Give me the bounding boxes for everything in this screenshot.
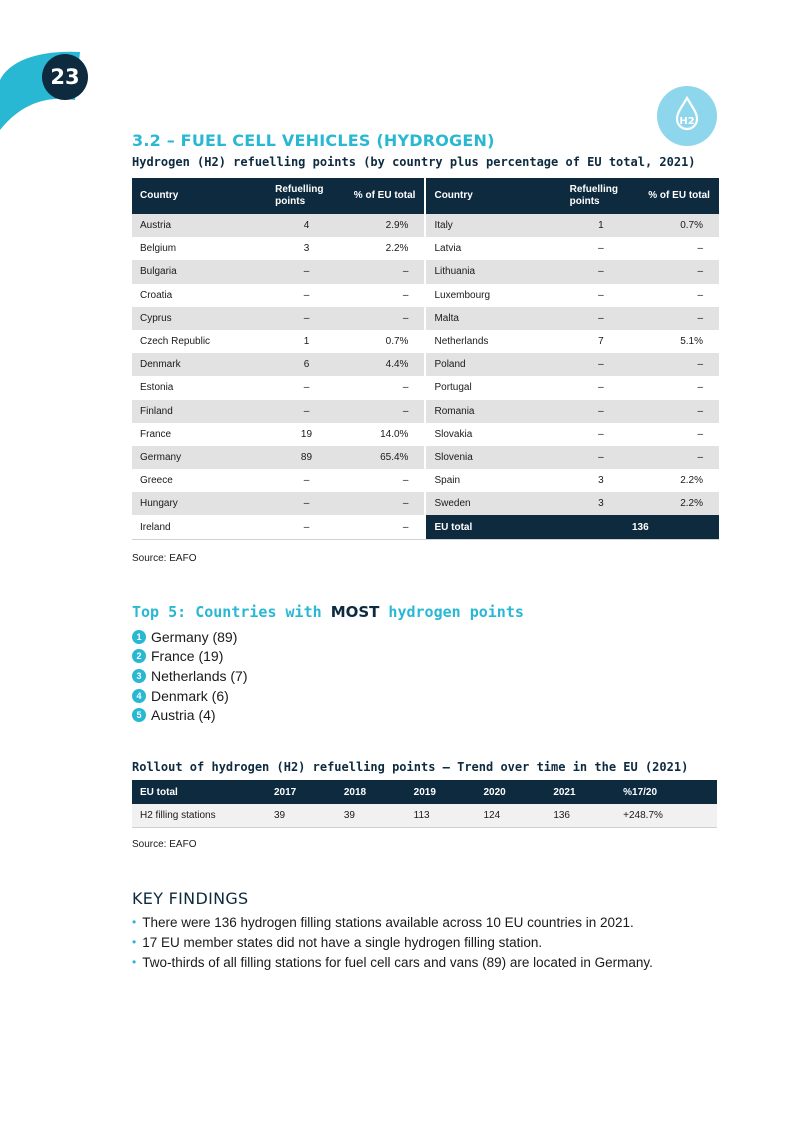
percent-cell: – [402, 382, 409, 394]
col-header-points-2: Refuelling points [562, 178, 641, 214]
percent-cell: 4.4% [346, 353, 425, 376]
rank-badge: 5 [132, 708, 146, 722]
table-row [132, 469, 719, 492]
list-item: • Two-thirds of all filling stations for fuel cell cars and vans (89) are located in Germany. [132, 954, 653, 970]
percent-cell: – [697, 243, 703, 255]
top5-title [132, 603, 524, 621]
trend-header-row [132, 780, 717, 804]
percent-cell: 2.2% [680, 475, 703, 487]
col-header-country-2: Country [426, 178, 561, 214]
country-cell: France [140, 428, 172, 440]
points-cell: 1 [562, 214, 641, 237]
table-row [132, 515, 719, 539]
percent-cell: – [346, 260, 425, 283]
points-cell: – [267, 260, 346, 283]
points-cell: 19 [300, 428, 313, 440]
trend-header: %17/20 [615, 780, 717, 804]
hydrogen-drop-icon [657, 86, 717, 146]
country-cell: Austria [132, 214, 267, 237]
country-cell: Estonia [140, 382, 174, 394]
points-cell: – [598, 243, 604, 255]
percent-cell: – [346, 492, 425, 515]
table-row [132, 260, 719, 283]
trend-cell: 39 [336, 804, 406, 828]
country-cell: Malta [426, 307, 561, 330]
col-header-country: Country [132, 178, 267, 214]
country-cell: Portugal [434, 382, 472, 394]
percent-cell: – [697, 382, 703, 394]
table-row [132, 492, 719, 515]
percent-cell: – [402, 289, 409, 301]
percent-cell: – [346, 400, 425, 423]
section-title: 3.2 – FUEL CELL VEHICLES (HYDROGEN) [132, 131, 495, 150]
trend-cell: H2 filling stations [132, 804, 266, 828]
eu-total-value: 136 [562, 515, 719, 539]
country-cell: Bulgaria [132, 260, 267, 283]
country-cell: Greece [140, 475, 173, 487]
percent-cell: – [640, 400, 719, 423]
points-cell: – [303, 475, 310, 487]
table-row [132, 214, 719, 237]
list-item: 3 Netherlands (7) [132, 666, 248, 686]
refuelling-points-table [132, 178, 719, 540]
percent-cell: 0.7% [640, 214, 719, 237]
rank-badge: 4 [132, 689, 146, 703]
points-cell: – [598, 289, 604, 301]
percent-cell: 65.4% [346, 446, 425, 469]
points-cell: – [598, 382, 604, 394]
points-cell: 89 [267, 446, 346, 469]
trend-cell: 39 [266, 804, 336, 828]
table-row [132, 353, 719, 376]
percent-cell: – [346, 307, 425, 330]
trend-header: 2020 [475, 780, 545, 804]
table-header-row [132, 178, 719, 214]
percent-cell: 2.2% [640, 492, 719, 515]
trend-header: 2021 [545, 780, 615, 804]
points-cell: 7 [598, 336, 604, 348]
country-cell: Poland [426, 353, 561, 376]
points-cell: – [562, 307, 641, 330]
percent-cell: – [697, 428, 703, 440]
country-cell: Netherlands [434, 336, 489, 348]
top5-title-em: MOST [330, 603, 380, 621]
table-caption: Hydrogen (H2) refuelling points (by country plus percentage of EU total, 2021) [132, 155, 696, 169]
list-item: 2 France (19) [132, 647, 248, 667]
points-cell: – [562, 446, 641, 469]
trend-cell: 113 [406, 804, 476, 828]
trend-cell: 136 [545, 804, 615, 828]
country-cell: Italy [426, 214, 561, 237]
points-cell: – [562, 400, 641, 423]
col-header-percent-2: % of EU total [640, 178, 719, 214]
page-number: 23 [42, 54, 88, 100]
trend-header: 2017 [266, 780, 336, 804]
points-cell: 6 [267, 353, 346, 376]
percent-cell: – [697, 289, 703, 301]
percent-cell: – [640, 353, 719, 376]
country-cell: Sweden [426, 492, 561, 515]
trend-header: EU total [132, 780, 266, 804]
eu-total-label: EU total [426, 515, 561, 539]
key-findings-title: KEY FINDINGS [132, 889, 249, 908]
source-note-2: Source: EAFO [132, 839, 197, 850]
percent-cell: – [640, 260, 719, 283]
points-cell: 4 [267, 214, 346, 237]
table-row [132, 423, 719, 446]
country-cell: Czech Republic [140, 336, 211, 348]
country-cell: Ireland [132, 515, 267, 539]
trend-header: 2019 [406, 780, 476, 804]
points-cell: – [562, 260, 641, 283]
points-cell: – [267, 492, 346, 515]
list-item: 4 Denmark (6) [132, 686, 248, 706]
country-cell: Spain [434, 475, 461, 487]
table-row [132, 284, 719, 307]
top5-title-post: hydrogen points [379, 603, 524, 621]
source-note: Source: EAFO [132, 553, 197, 564]
country-cell: Croatia [140, 289, 173, 301]
points-cell: – [267, 515, 346, 539]
points-cell: 3 [303, 243, 310, 255]
table-row [132, 376, 719, 399]
bullet-icon: • [132, 955, 137, 969]
percent-cell: – [640, 307, 719, 330]
trend-header: 2018 [336, 780, 406, 804]
points-cell: – [598, 428, 604, 440]
rank-badge: 1 [132, 630, 146, 644]
country-cell: Latvia [434, 243, 462, 255]
trend-cell: 124 [475, 804, 545, 828]
country-cell: Slovakia [434, 428, 473, 440]
list-item: • There were 136 hydrogen filling stations available across 10 EU countries in 2021. [132, 914, 634, 930]
points-cell: – [303, 289, 310, 301]
percent-cell: – [640, 446, 719, 469]
points-cell: 3 [562, 492, 641, 515]
top5-title-pre: Top 5: Countries with [132, 603, 331, 621]
rank-badge: 3 [132, 669, 146, 683]
trend-table [132, 780, 717, 828]
list-item: • 17 EU member states did not have a single hydrogen filling station. [132, 934, 543, 950]
country-cell: Denmark [132, 353, 267, 376]
points-cell: – [562, 353, 641, 376]
bullet-icon: • [132, 935, 137, 949]
top5-list [132, 627, 248, 725]
trend-cell: +248.7% [615, 804, 717, 828]
points-cell: – [267, 400, 346, 423]
key-findings-list [132, 912, 653, 972]
percent-cell: – [346, 515, 425, 539]
country-cell: Lithuania [426, 260, 561, 283]
table-row [132, 804, 717, 828]
bullet-icon: • [132, 915, 137, 929]
percent-cell: – [402, 475, 409, 487]
logo-text: H2 [679, 116, 695, 127]
points-cell: – [267, 307, 346, 330]
country-cell: Finland [132, 400, 267, 423]
rank-badge: 2 [132, 649, 146, 663]
table-row [132, 307, 719, 330]
list-item: 5 Austria (4) [132, 705, 248, 725]
table-row [132, 330, 719, 353]
percent-cell: 2.9% [346, 214, 425, 237]
list-item: 1 Germany (89) [132, 627, 248, 647]
country-cell: Slovenia [426, 446, 561, 469]
percent-cell: 14.0% [380, 428, 409, 440]
country-cell: Germany [132, 446, 267, 469]
percent-cell: 0.7% [385, 336, 409, 348]
table-row [132, 237, 719, 260]
percent-cell: 2.2% [385, 243, 409, 255]
points-cell: – [303, 382, 310, 394]
country-cell: Cyprus [132, 307, 267, 330]
trend-caption: Rollout of hydrogen (H2) refuelling points – Trend over time in the EU (2021) [132, 760, 689, 774]
points-cell: 1 [303, 336, 310, 348]
points-cell: 3 [598, 475, 604, 487]
country-cell: Hungary [132, 492, 267, 515]
table-row [132, 446, 719, 469]
table-row [132, 400, 719, 423]
country-cell: Romania [426, 400, 561, 423]
col-header-percent: % of EU total [346, 178, 425, 214]
country-cell: Luxembourg [434, 289, 491, 301]
col-header-points: Refuelling points [267, 178, 346, 214]
percent-cell: 5.1% [680, 336, 703, 348]
country-cell: Belgium [140, 243, 177, 255]
